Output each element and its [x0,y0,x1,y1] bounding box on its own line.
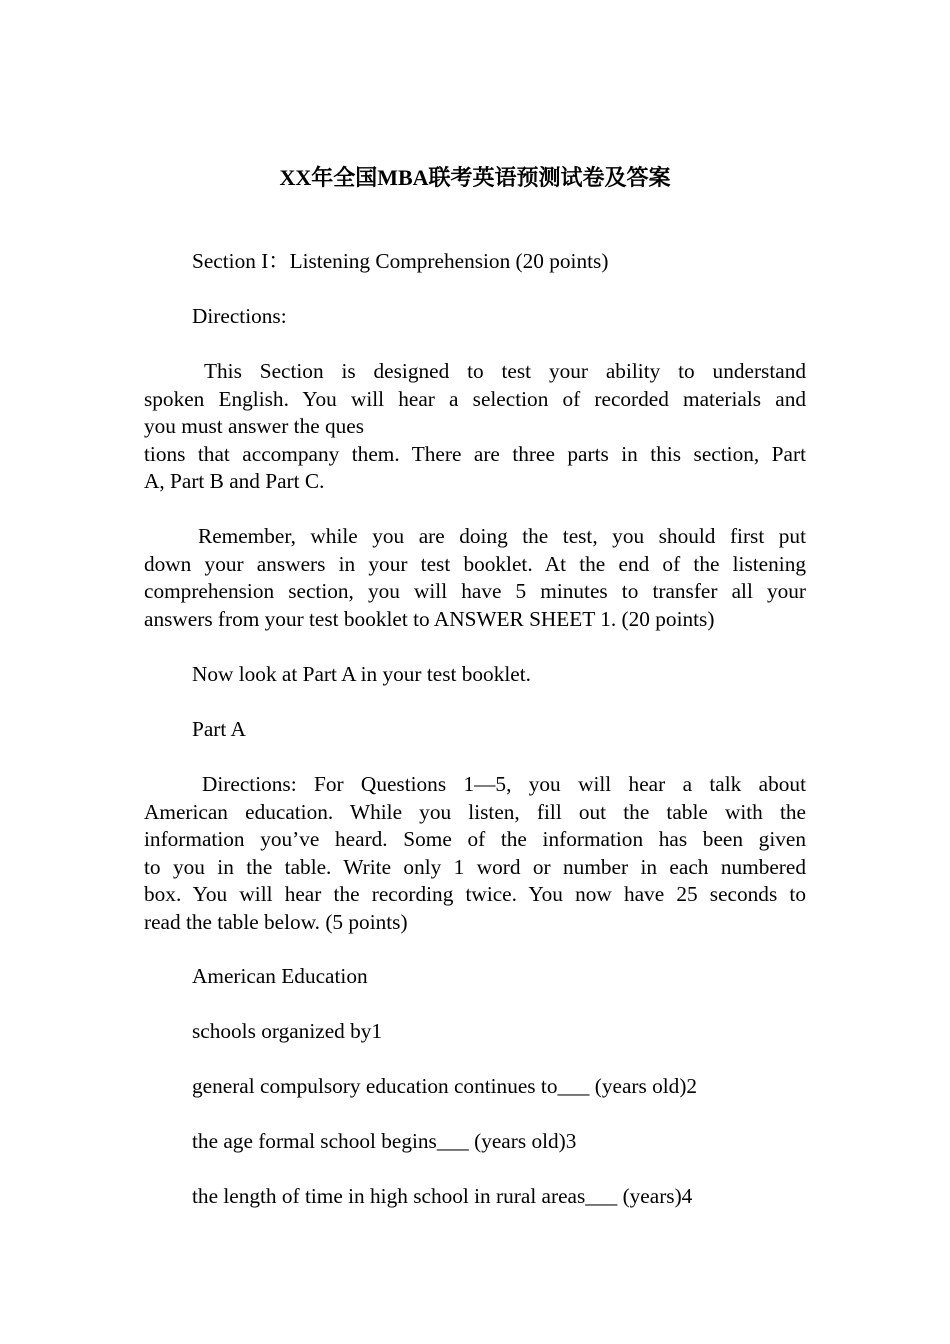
list-item: schools organized by1 [192,1019,383,1043]
reminder-paragraph [144,523,806,633]
part-a-label: Part A [192,717,246,741]
paragraph-line: down your answers in your test booklet. At the end of the listening [144,551,806,576]
paragraph-line: answers from your test booklet to ANSWER SHEET 1. (20 points) [144,606,715,631]
paragraph-line: comprehension section, you will have 5 minutes to transfer all your [144,579,806,603]
paragraph-line: to you in the table. Write only 1 word or number in each numbered [144,854,806,879]
table-title: American Education [192,964,368,988]
paragraph-line: you must answer the ques [144,414,365,438]
document-title: XX年全国MBA联考英语预测试卷及答案 [279,165,671,190]
paragraph-line: This Section is designed to test your ability to understand [204,359,806,383]
paragraph-line: A, Part B and Part C. [144,469,325,493]
directions-paragraph [144,358,806,496]
paragraph-line: Remember, while you are doing the test, you should first put [198,524,806,548]
section-heading: Section I：Listening Comprehension (20 points) [192,249,609,273]
part-a-directions [144,771,806,936]
list-item: general compulsory education continues to___ (years old)2 [192,1074,698,1098]
list-item: the age formal school begins___ (years old)3 [192,1129,577,1153]
paragraph-line: box. You will hear the recording twice. You now have 25 seconds to [144,882,806,906]
paragraph-line: Directions: For Questions 1—5, you will hear a talk about [202,772,806,796]
paragraph-line: spoken English. You will hear a selection of recorded materials and [144,386,806,411]
directions-label: Directions: [192,304,287,328]
look-part-a: Now look at Part A in your test booklet. [192,662,531,686]
list-item: the length of time in high school in rural areas___ (years)4 [192,1184,693,1208]
paragraph-line: information you’ve heard. Some of the information has been given [144,827,806,851]
paragraph-line: tions that accompany them. There are three parts in this section, Part [144,441,806,466]
paragraph-line: American education. While you listen, fill out the table with the [144,799,806,824]
paragraph-line: read the table below. (5 points) [144,909,408,934]
